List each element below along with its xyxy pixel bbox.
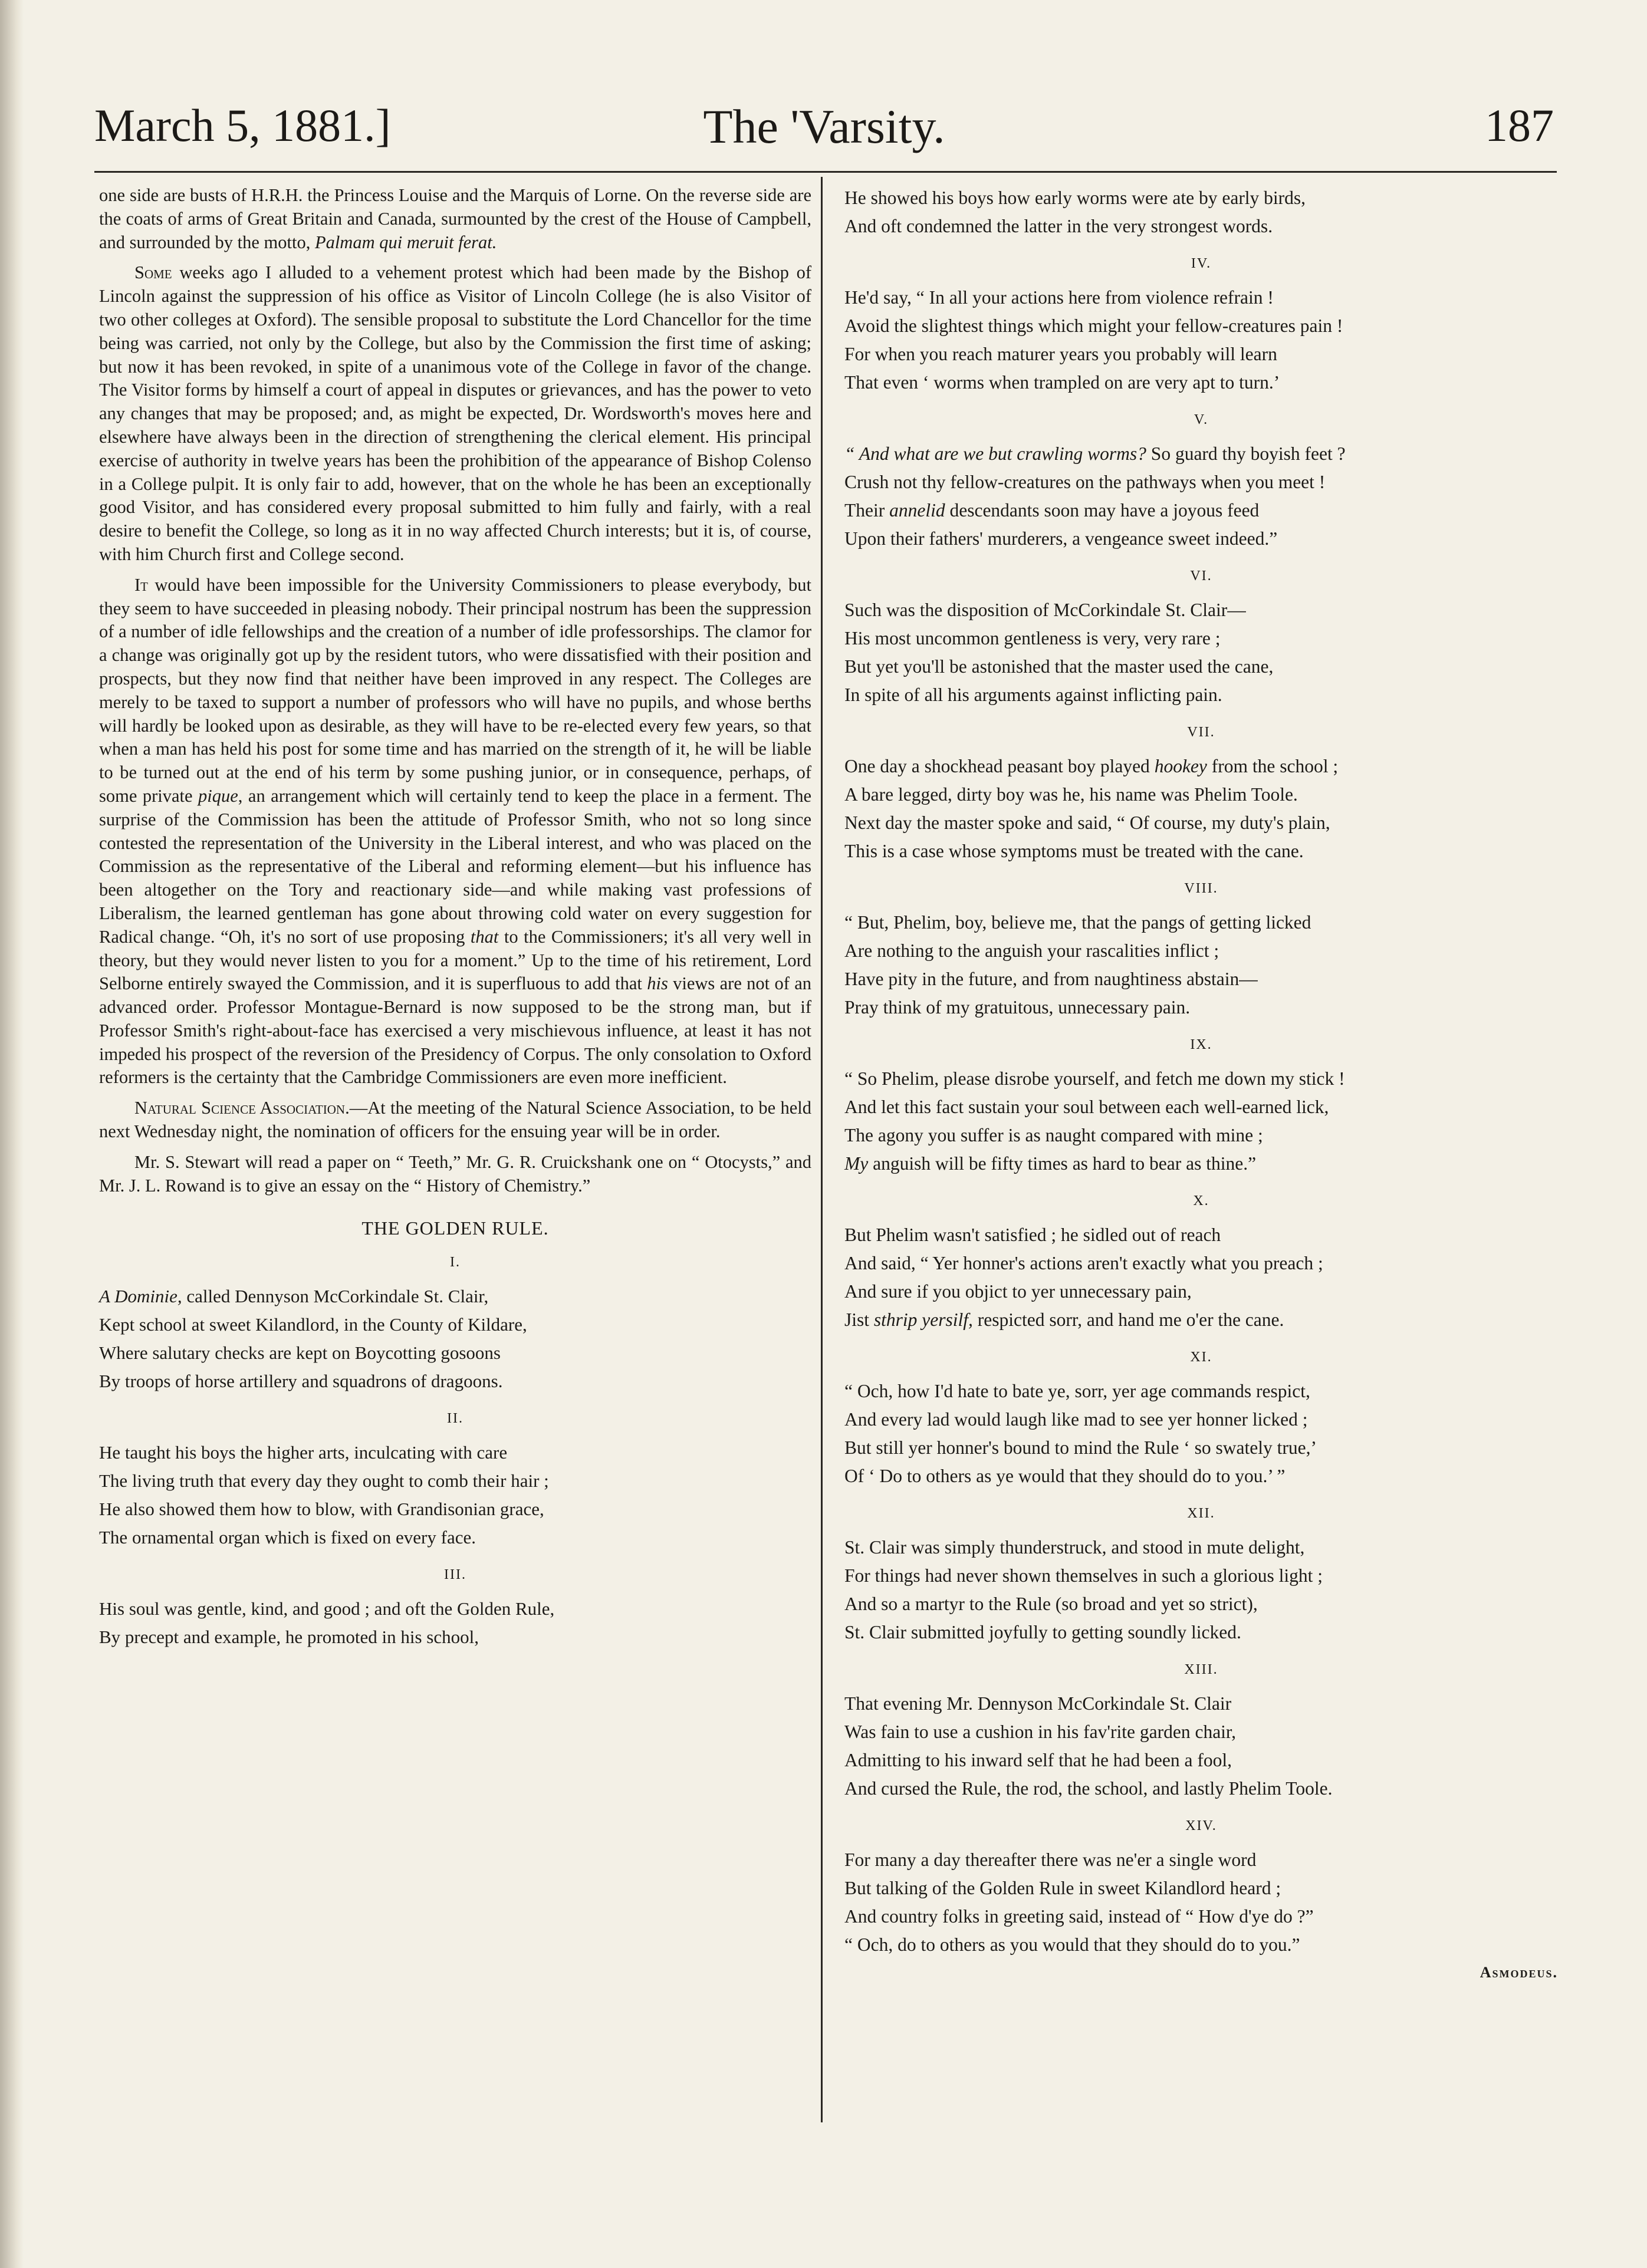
verse-line: Of ‘ Do to others as ye would that they should do to you.’ ” — [844, 1466, 1286, 1486]
verse-line: For when you reach maturer years you probably will learn — [844, 344, 1277, 364]
verse-line: In spite of all his arguments against inflicting pain. — [844, 684, 1222, 705]
verse-line: But still yer honner's bound to mind the Rule ‘ so swately true,’ — [844, 1437, 1317, 1458]
verse-line: Where salutary checks are kept on Boycotting gosoons — [99, 1342, 501, 1364]
stanza-12 — [844, 1533, 1558, 1647]
verse-line: By precept and example, he promoted in his school, — [99, 1627, 479, 1648]
italic-word: that — [470, 926, 499, 947]
stanza-4 — [844, 284, 1558, 397]
verse-line: And sure if you objict to yer unnecessary pain, — [844, 1281, 1192, 1302]
right-column — [844, 184, 1558, 1981]
verse-line: Crush not thy fellow-creatures on the pathways when you meet ! — [844, 472, 1326, 492]
stanza-numeral: VIII. — [1184, 881, 1218, 896]
text-span: One day a shockhead peasant boy played — [844, 756, 1155, 776]
text-span: Jist — [844, 1309, 874, 1330]
verse-line: Pray think of my gratuitous, unnecessary pain. — [844, 997, 1191, 1018]
verse-line: The ornamental organ which is fixed on every face. — [99, 1527, 476, 1548]
stanza-numeral: VI. — [1190, 568, 1212, 584]
text-span: Their — [844, 500, 890, 521]
italic-word: A Dominie, — [99, 1286, 182, 1307]
text-span: called Dennyson McCorkindale St. Clair, — [182, 1286, 489, 1307]
verse-line: Was fain to use a cushion in his fav'rite garden chair, — [844, 1721, 1237, 1742]
stanza-7 — [844, 752, 1558, 865]
verse-line: And cursed the Rule, the rod, the school, and lastly Phelim Toole. — [844, 1778, 1333, 1799]
italic-word: annelid — [889, 500, 945, 521]
paragraph-busts — [99, 184, 811, 254]
paragraph-papers: Mr. S. Stewart will read a paper on “ Teeth,” Mr. G. R. Cruickshank one on “ Otocysts,” and Mr. J. L. Rowand is to give an essay on the “ History of Chemistry.” — [99, 1151, 811, 1196]
stanza-numeral: XIII. — [1184, 1662, 1218, 1677]
text-span: So guard thy boyish feet ? — [1146, 443, 1346, 464]
verse-line: And said, “ Yer honner's actions aren't exactly what you preach ; — [844, 1253, 1323, 1273]
verse-line: The agony you suffer is as naught compared with mine ; — [844, 1125, 1263, 1145]
verse-line: “ So Phelim, please disrobe yourself, and fetch me down my stick ! — [844, 1068, 1345, 1089]
text-span: weeks ago I alluded to a vehement protest which had been made by the Bishop of Lincoln against the suppression of his office as Visitor of Lincoln College (he is also Visitor of two other colleges at Oxford). The sensible proposal to substitute the Lord Chancellor for the time being was carried, not only by the College, but also by the Commission the first time of asking; but now it has been revoked, in spite of a unanimous vote of the College in favor of the change. The Visitor forms by himself a court of appeal in disputes or grievances, and has the power to veto any changes that may be proposed; and, as might be expected, Dr. Wordsworth's moves here and elsewhere have always been in the direction of strengthening the clerical element. His principal exercise of authority in twelve years has been the prohibition of the appearance of Bishop Colenso in a College pulpit. It is only fair to add, however, that on the whole he has been an exceptionally good Visitor, and has considered every proposal submitted to him fully and fairly, with a real desire to benefit the College, so long as it in no way affected Church interests; but it is, of course, with him Church first and College second. — [99, 262, 811, 564]
stanza-numeral: III. — [444, 1567, 466, 1583]
text-span: anguish will be fifty times as hard to bear as thine.” — [868, 1153, 1257, 1174]
verse-line: St. Clair was simply thunderstruck, and stood in mute delight, — [844, 1537, 1305, 1558]
verse-line: “ But, Phelim, boy, believe me, that the pangs of getting licked — [844, 912, 1311, 933]
poem-title: THE GOLDEN RULE. — [361, 1217, 549, 1239]
verse-line: For things had never shown themselves in such a glorious light ; — [844, 1565, 1323, 1586]
masthead-title: The 'Varsity. — [703, 100, 945, 153]
lead-word: Some — [134, 262, 172, 283]
verse-line: The living truth that every day they ought to comb their hair ; — [99, 1470, 549, 1492]
stanza-10 — [844, 1221, 1558, 1334]
stanza-numeral: X. — [1193, 1193, 1209, 1209]
verse-line: That even ‘ worms when trampled on are very apt to turn.’ — [844, 372, 1280, 393]
stanza-numeral: IV. — [1191, 256, 1212, 271]
verse-line: St. Clair submitted joyfully to getting soundly licked. — [844, 1622, 1241, 1642]
author-signature: Asmodeus. — [1480, 1964, 1558, 1981]
stanza-numeral: IX. — [1190, 1037, 1212, 1052]
verse-line: That evening Mr. Dennyson McCorkindale St. Clair — [844, 1693, 1232, 1714]
page-number: 187 — [1485, 100, 1554, 151]
verse-line: He showed his boys how early worms were ate by early birds, — [844, 187, 1306, 208]
stanza-14 — [844, 1846, 1558, 1959]
verse-line — [844, 496, 1558, 525]
verse-line: He also showed them how to blow, with Grandisonian grace, — [99, 1499, 544, 1520]
verse-line: But yet you'll be astonished that the master used the cane, — [844, 656, 1274, 677]
verse-line: Have pity in the future, and from naughtiness abstain— — [844, 969, 1258, 989]
verse-line: His most uncommon gentleness is very, very rare ; — [844, 628, 1221, 649]
verse-line: “ Och, do to others as you would that they should do to you.” — [844, 1934, 1300, 1955]
stanza-numeral: XIV. — [1185, 1818, 1217, 1834]
verse-line: He taught his boys the higher arts, inculcating with care — [99, 1442, 508, 1463]
stanza-9 — [844, 1065, 1558, 1178]
editorial-prose — [99, 184, 811, 1197]
verse-line: And every lad would laugh like mad to see yer honner licked ; — [844, 1409, 1308, 1430]
stanza-numeral: II. — [447, 1411, 463, 1427]
stanza-numeral: V. — [1194, 412, 1209, 427]
verse-line — [844, 440, 1558, 468]
stanza-3-end — [844, 184, 1558, 241]
verse-line: He'd say, “ In all your actions here from violence refrain ! — [844, 287, 1274, 308]
stanza-11 — [844, 1377, 1558, 1490]
text-span: —At the meeting of the Natural Science Association, to be held next Wednesday night, the nomination of officers for the ensuing year will be in order. — [99, 1098, 811, 1142]
italic-word: My — [844, 1153, 869, 1174]
poem-part-left — [99, 1255, 811, 1651]
stanza-5 — [844, 440, 1558, 553]
verse-line: This is a case whose symptoms must be treated with the cane. — [844, 841, 1304, 861]
verse-line: By troops of horse artillery and squadrons of dragoons. — [99, 1371, 503, 1392]
verse-line: And oft condemned the latter in the very strongest words. — [844, 216, 1273, 236]
verse-line: His soul was gentle, kind, and good ; and oft the Golden Rule, — [99, 1598, 555, 1619]
text-span: , an arrangement which will certainly tend to keep the place in a ferment. The surprise of the Commission has been the attitude of Professor Smith, who not so long since contested the representation of the University in the Liberal interest, and who was placed on the Commission as the representative of the Liberal and reforming element—but his influence has been altogether on the Tory and reactionary side—and while making vast professions of Liberalism, the learned gentleman has gone about throwing cold water on every suggestion for Radical change. “Oh, it's no sort of use proposing — [99, 785, 812, 947]
italic-phrase: sthrip yersilf, — [873, 1309, 973, 1330]
stanza-3-start — [99, 1595, 811, 1651]
verse-line: But talking of the Golden Rule in sweet Kilandlord heard ; — [844, 1878, 1281, 1898]
page-header — [94, 99, 1554, 170]
verse-line — [99, 1282, 811, 1311]
paragraph-natural-science — [99, 1097, 811, 1144]
italic-word: his — [647, 973, 668, 994]
stanza-numeral: VII. — [1187, 725, 1215, 740]
text-span: to the Commissioners; it's all very well in theory, but they would never listen to you for a moment.” Up to the time of his retirement, Lord Selborne entirely swayed the Commission, and it is superfluous to add that — [99, 926, 811, 994]
stanza-numeral: XII. — [1187, 1506, 1215, 1521]
text-span: would have been impossible for the University Commissioners to please everybody, but they seem to have succeeded in pleasing nobody. Their principal nostrum has been the suppression of a number of idle fellowships and the creation of a number of idle professorships. The clamor for a change was originally got up by the resident tutors, who were dissatisfied with their position and prospects, but they now find that neither have been improved in any respect. The Colleges are merely to be taxed to support a number of professors who will have no pupils, and whose berths will hardly be looked upon as desirable, as they will have to be re-elected every few years, so that when a man has held his post for some time and has married on the strength of it, he will be liable to be turned out at the end of his term by some pushing junior, or in consequence, perhaps, of some private — [99, 574, 811, 806]
paragraph-bishop-lincoln — [99, 261, 811, 566]
verse-line: Such was the disposition of McCorkindale St. Clair— — [844, 600, 1246, 620]
header-rule — [94, 171, 1557, 173]
verse-line: Next day the master spoke and said, “ Of course, my duty's plain, — [844, 812, 1330, 833]
italic-phrase: “ And what are we but crawling worms? — [844, 443, 1146, 464]
stanza-13 — [844, 1690, 1558, 1803]
text-span: views are not of an advanced order. Professor Montague-Bernard is now supposed to be the strong man, but if Professor Smith's right-about-face has exercised a very mischievous influence, at least it has not impeded his prospect of the reversion of the Presidency of Corpus. The only consolation to Oxford reformers is the certainty that the Cambridge Commissioners are even more inefficient. — [99, 973, 812, 1088]
text-span: respicted sorr, and hand me o'er the cane. — [972, 1309, 1284, 1330]
verse-line — [844, 752, 1558, 781]
verse-line: For many a day thereafter there was ne'er a single word — [844, 1849, 1257, 1870]
verse-line: And let this fact sustain your soul between each well-earned lick, — [844, 1097, 1329, 1117]
text-span: descendants soon may have a joyous feed — [945, 500, 1260, 521]
stanza-numeral: I. — [450, 1255, 461, 1270]
verse-line: Kept school at sweet Kilandlord, in the County of Kildare, — [99, 1314, 527, 1335]
column-divider — [821, 177, 823, 2122]
scan-shadow-edge — [0, 0, 24, 2268]
verse-line: Admitting to his inward self that he had been a fool, — [844, 1750, 1232, 1770]
verse-line — [844, 1150, 1558, 1178]
text-span: one side are busts of H.R.H. the Princess Louise and the Marquis of Lorne. On the reverse side are the coats of arms of Great Britain and Canada, surmounted by the crest of the House of Campbell, and surrounded by the motto, — [99, 185, 811, 252]
latin-motto: Palmam qui meruit ferat. — [314, 232, 497, 252]
stanza-8 — [844, 908, 1558, 1022]
section-heading-inline: Natural Science Association. — [134, 1098, 350, 1118]
left-column — [99, 184, 811, 1651]
verse-line — [844, 1306, 1558, 1334]
italic-word: pique — [198, 785, 238, 806]
verse-line: And country folks in greeting said, instead of “ How d'ye do ?” — [844, 1906, 1314, 1927]
stanza-2 — [99, 1439, 811, 1552]
verse-line: And so a martyr to the Rule (so broad and yet so strict), — [844, 1594, 1258, 1614]
verse-line: Avoid the slightest things which might your fellow-creatures pain ! — [844, 315, 1343, 336]
verse-line: A bare legged, dirty boy was he, his name was Phelim Toole. — [844, 784, 1298, 805]
stanza-1 — [99, 1282, 811, 1395]
stanza-numeral: XI. — [1190, 1349, 1212, 1365]
paragraph-commissioners — [99, 574, 811, 1090]
italic-word: hookey — [1154, 756, 1207, 776]
text-span: from the school ; — [1207, 756, 1339, 776]
issue-date: March 5, 1881.] — [94, 100, 391, 151]
verse-line: But Phelim wasn't satisfied ; he sidled out of reach — [844, 1224, 1221, 1245]
verse-line: “ Och, how I'd hate to bate ye, sorr, yer age commands respict, — [844, 1381, 1310, 1401]
stanza-6 — [844, 596, 1558, 709]
lead-word: It — [134, 574, 148, 595]
verse-line: Are nothing to the anguish your rascalities inflict ; — [844, 940, 1219, 961]
verse-line: Upon their fathers' murderers, a vengeance sweet indeed.” — [844, 528, 1278, 549]
